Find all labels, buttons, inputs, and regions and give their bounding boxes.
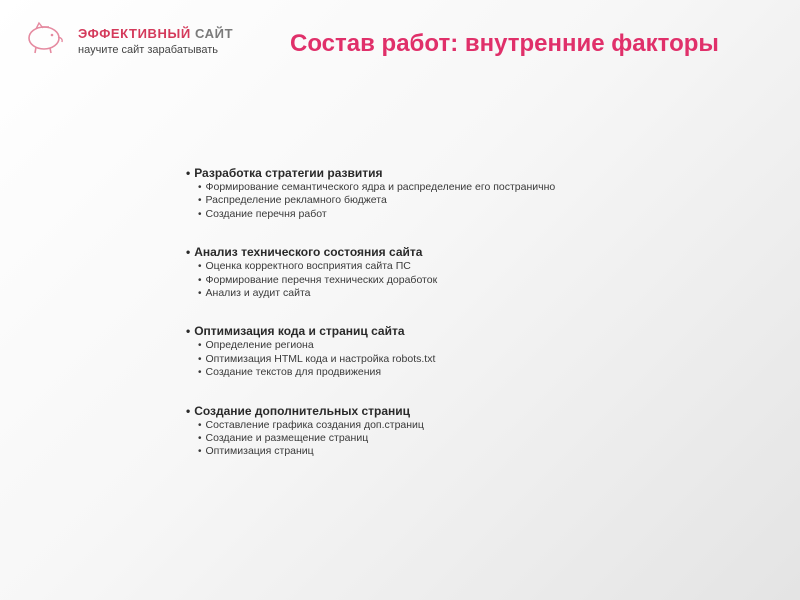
- section-code-optimization: [186, 324, 746, 379]
- sub-list: [186, 419, 746, 459]
- list-item: • Формирование перечня технических доработок: [198, 274, 746, 287]
- piggy-bank-icon: [22, 16, 68, 56]
- list-item: • Составление графика создания доп.страниц: [198, 419, 746, 432]
- list-item: • Формирование семантического ядра и распределение его постранично: [198, 181, 746, 194]
- logo-title-accent: САЙТ: [194, 26, 234, 41]
- logo-slogan: научите сайт зарабатывать: [78, 44, 219, 56]
- list-item: • Оптимизация страниц: [198, 445, 746, 458]
- list-item: • Создание и размещение страниц: [198, 432, 746, 445]
- logo: [22, 16, 234, 60]
- page-title: Состав работ: внутренние факторы: [290, 30, 719, 57]
- section-heading: • Анализ технического состояния сайта: [186, 245, 746, 260]
- list-item: • Оценка корректного восприятия сайта ПС: [198, 260, 746, 273]
- list-item: • Оптимизация HTML кода и настройка robots.txt: [198, 353, 746, 366]
- sub-list: [186, 260, 746, 300]
- section-extra-pages: [186, 404, 746, 459]
- sub-list: [186, 339, 746, 379]
- list-item: • Определение региона: [198, 339, 746, 352]
- sub-list: [186, 181, 746, 221]
- section-heading: • Создание дополнительных страниц: [186, 404, 746, 419]
- list-item: • Распределение рекламного бюджета: [198, 194, 746, 207]
- section-technical-analysis: [186, 245, 746, 300]
- section-strategy: [186, 166, 746, 221]
- section-heading: • Разработка стратегии развития: [186, 166, 746, 181]
- logo-title: [78, 26, 233, 41]
- list-item: • Анализ и аудит сайта: [198, 287, 746, 300]
- list-item: • Создание перечня работ: [198, 208, 746, 221]
- work-list: [186, 166, 746, 483]
- list-item: • Создание текстов для продвижения: [198, 366, 746, 379]
- logo-title-main: ЭФФЕКТИВНЫЙ: [78, 26, 191, 41]
- section-heading: • Оптимизация кода и страниц сайта: [186, 324, 746, 339]
